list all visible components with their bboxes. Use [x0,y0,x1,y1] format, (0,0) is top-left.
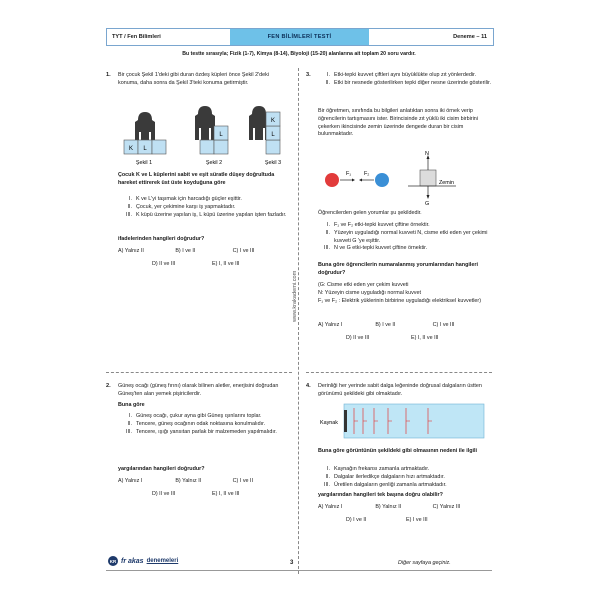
q3-items [316,222,492,253]
q3-option-b[interactable]: B) I ve II [375,322,396,328]
q1-fig-label-2: Şekil 2 [205,160,223,166]
q2-option-e[interactable]: E) I, II ve III [212,491,240,497]
header-exam-number: Deneme – 11 [453,34,487,40]
q1-item-3: III. K küpü üzerine yapılan iş, L küpü üzerine yapılan işten fazladır. [126,211,287,218]
q4-intro: Derinliği her yerinde sabit dalga leğeninde doğrusal dalgaların üstten görünümü şekildeki gibi olmaktadır. [318,383,482,397]
q2-item-2: II. Tencere, güneş ocağının odak noktasına konulmalıdır. [127,420,266,427]
q1-fig1 [124,112,166,154]
q4-option-b[interactable]: B) Yalnız II [375,504,402,510]
q1-option-b[interactable]: B) I ve II [175,248,196,254]
q3-item-2: II. Yüzeyin uyguladığı normal kuvveti N, cisme etki eden yer çekimi kuvveti G 'ye eşittir. [325,229,488,244]
q1-intro: Bir çocuk Şekil 1'deki gibi duran özdeş küpleri önce Şekil 2'deki konuma, daha sonra da Şekil 3'teki konuma getirmiştir. [118,72,269,86]
footer-rule [106,570,492,571]
column-divider [298,68,299,574]
q1-options-row1 [118,248,290,254]
logo-brand: fr akas [121,557,144,565]
right-row-divider [306,372,492,373]
q4-option-e[interactable]: E) I ve III [406,517,428,523]
q3-g-label: G [425,201,430,206]
q3-zemin-label: Zemin [439,180,454,186]
next-page-note: Diğer sayfaya geçiniz. [398,560,451,566]
q3-option-d[interactable]: D) II ve III [346,335,370,341]
q4-options-row1 [318,504,490,510]
q4-item-1: I. Kaynağın frekansı zamanla artmaktadır. [327,466,430,472]
left-row-divider [106,372,292,373]
q2-option-c[interactable]: C) I ve II [232,478,254,484]
q1-option-c[interactable]: C) I ve III [232,248,255,254]
q3-pre-items [316,72,492,88]
q2-stem: Buna göre [118,402,145,408]
q2-option-b[interactable]: B) Yalnız II [175,478,202,484]
q3-block-diagram [408,151,456,206]
header-subject: TYT / Fen Bilimleri [112,34,161,40]
q3-item-1: I. F₁ ve F₂ etki-tepki kuvvet çiftine örnektir. [327,222,430,228]
q3-n-label: N [425,151,429,157]
q1-options-row2 [152,261,272,267]
q3-f2-label: F₂ [364,171,370,177]
publisher-logo [108,556,178,566]
q3-options-row2 [346,335,476,341]
page-number: 3 [290,560,294,566]
q3-options-row1 [318,322,490,328]
q4-option-c[interactable]: C) Yalnız III [432,504,461,510]
q1-stem: Çocuk K ve L küplerini sabit ve eşit süratle düşey doğrultuda hareket ettirerek üst üste koyduğuna göre [118,172,275,186]
q3-option-c[interactable]: C) I ve III [432,322,455,328]
q3-item-3: III. N ve G etki-tepki kuvvet çiftine örnektir. [324,245,428,252]
q3-legend-n: N: Yüzeyin cisme uyguladığı normal kuvvet [318,289,421,296]
q1-cube-l-1: L [143,146,147,152]
q3-pre-item-1: I. Etki-tepki kuvvet çiftleri aynı büyüklükte olup zıt yönlerdedir. [327,72,477,78]
q3-number: 3. [306,72,311,78]
q3-prompt: Öğrencilerden gelen yorumlar şu şekildedir. [318,210,422,216]
q1-item-2: II. Çocuk, yer çekimine karşı iş yapmaktadır. [127,203,236,210]
q1-fig3 [249,106,280,154]
q1-fig-label-1: Şekil 1 [135,160,153,166]
logo-deneme: denemeleri [146,558,179,564]
q1-items [118,196,290,219]
q1-cube-k-3: K [270,118,276,124]
q2-question: yargılarından hangileri doğrudur? [118,466,205,472]
q2-items [118,413,290,436]
q2-options-row2 [152,491,272,497]
q3-legend-g: (G: Cisme etki eden yer çekim kuvveti [318,282,409,288]
q2-item-3: III. Tencere, ışığı yansıtan parlak bir malzemeden yapılmalıdır. [126,428,277,435]
q3-option-e[interactable]: E) I, II ve III [411,335,439,341]
side-url: www.krakademi.com [292,270,298,322]
q4-item-2: II. Dalgalar ilerledikçe dalgaların hızı artmaktadır. [325,473,445,480]
q4-question: yargılarından hangileri tek başına doğru olabilir? [318,492,443,498]
q2-item-1: I. Güneş ocağı, çukur ayna gibi Güneş ışınlarını toplar. [129,413,262,419]
q2-option-a[interactable]: A) Yalnız I [118,478,143,484]
q1-cube-l-3: L [271,132,275,138]
q4-number: 4. [306,383,311,389]
q3-intro: Bir öğretmen, sınıfında bu bilgileri anlatıktan sonra iki örnek verip öğrencilerin tartışmasını ister. Birincisinde zıt yüklü iki cisim birbirini çekerken ikincisinde zemin üzerinde dengede duran bir cisim bulunmaktadır. [318,108,478,138]
q1-cube-l-2: L [219,132,223,138]
q1-cube-k-1: K [128,146,134,152]
q2-option-d[interactable]: D) II ve III [152,491,176,497]
q4-kaynak-label: Kaynak [320,420,338,426]
q2-number: 2. [106,383,111,389]
q3-question: Buna göre öğrencilerin numaralanmış yorumlarından hangileri doğrudur? [318,262,478,276]
q3-charges-diagram [325,171,389,187]
q4-items [316,466,492,489]
q1-number: 1. [106,72,111,78]
q3-f1-label: F₁ [346,171,352,177]
q1-option-a[interactable]: A) Yalnız II [118,248,144,254]
page-header [106,28,494,46]
q2-options-row1 [118,478,290,484]
q1-figure [118,100,288,168]
q4-item-3: III. Üretilen dalgaların genliği zamanla artmaktadır. [324,481,447,488]
q3-legend-f: F₁ ve F₂ : Elektrik yüklerinin birbirine uyguladığı elektriksel kuvvetler) [318,297,481,304]
q1-option-e[interactable]: E) I, II ve III [212,261,240,267]
q1-fig-label-3: Şekil 3 [264,160,282,166]
q3-pre-item-2: II. Etki bir nesnede gösterilirken tepki diğer nesne üzerinde gösterilir. [325,79,492,86]
q3-legend [318,282,492,305]
q4-option-d[interactable]: D) I ve II [346,517,367,523]
q3-figure [318,150,492,206]
q1-question: ifadelerinden hangileri doğrudur? [118,236,205,242]
header-title: FEN BİLİMLERİ TESTİ [230,29,369,45]
q4-options-row2 [346,517,466,523]
q1-item-1: I. K ve L'yi taşımak için harcadığı güçler eşittir. [129,196,242,202]
q1-option-d[interactable]: D) II ve III [152,261,176,267]
q4-wave-figure [318,402,492,442]
q4-stem: Buna göre görüntünün şekildeki gibi olmasının nedeni ile ilgili [318,448,478,454]
q2-intro: Güneş ocağı (güneş fırını) olarak bilinen aletler, enerjisini doğrudan Güneş'ten alan yemek pişiricilerdir. [118,383,279,397]
q1-fig2 [195,106,228,154]
logo-badge-icon: KR [108,556,118,566]
q3-option-a[interactable]: A) Yalnız I [318,322,343,328]
q4-option-a[interactable]: A) Yalnız I [318,504,343,510]
test-instructions: Bu testte sırasıyla; Fizik (1-7), Kimya (8-14), Biyoloji (15-20) alanlarına ait toplam 20 soru vardır. [182,51,416,57]
